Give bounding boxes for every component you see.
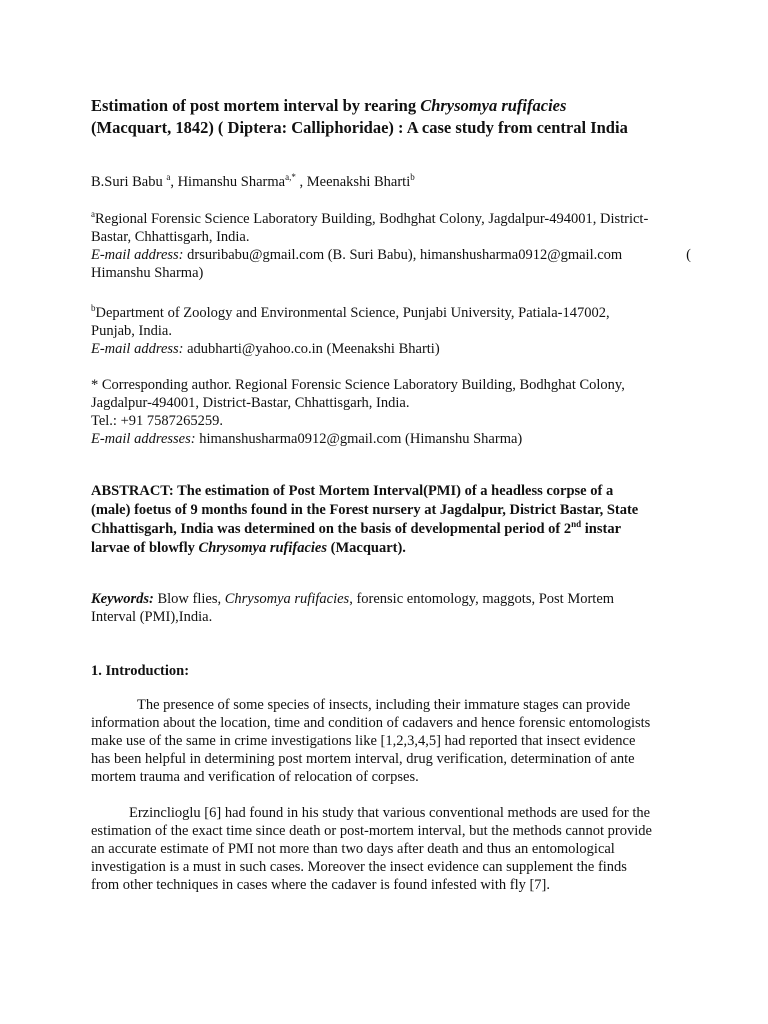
affiliation-b-marker: b (91, 303, 96, 313)
affiliation-a (91, 210, 691, 282)
affiliation-a-line-4: Himanshu Sharma) (91, 265, 204, 281)
affiliation-b-line-1 (91, 304, 691, 322)
affiliation-b-text: Department of Zoology and Environmental Science, Punjabi University, Patiala-147002, (95, 305, 610, 321)
author-2: , Himanshu Sharma (170, 174, 286, 190)
corresponding-author (91, 376, 691, 448)
corresponding-line-2: Jagdalpur-494001, District-Bastar, Chhattisgarh, India. (91, 395, 410, 411)
abstract-text: Chhattisgarh, India was determined on the basis of developmental period of 2 (91, 521, 572, 537)
email-tail: ( (686, 247, 691, 263)
email-text: himanshusharma0912@gmail.com (Himanshu Sharma) (195, 431, 523, 447)
author-3: , Meenakshi Bharti (295, 174, 411, 190)
affiliation-a-email (91, 246, 691, 264)
introduction-paragraph-2 (91, 804, 691, 894)
ordinal-suffix: nd (571, 519, 582, 529)
keywords-label: Keywords: (91, 591, 154, 607)
affiliation-a-marker: a (91, 209, 95, 219)
title-text: Estimation of post mortem interval by rearing (91, 96, 421, 115)
paragraph-line: from other techniques in cases where the cadaver is found infested with fly [7]. (91, 877, 551, 893)
paragraph-line: information about the location, time and condition of cadavers and hence forensic entomologists (91, 715, 651, 731)
title-line-1 (91, 95, 691, 117)
title-line-2: (Macquart, 1842) ( Diptera: Calliphoridae) : A case study from central India (91, 118, 628, 137)
section-heading-introduction: 1. Introduction: (91, 663, 190, 679)
corresponding-line-1: * Corresponding author. Regional Forensic Science Laboratory Building, Bodhghat Colony, (91, 377, 625, 393)
keywords-text: Blow flies, (153, 591, 225, 607)
abstract-text: larvae of blowfly (91, 540, 199, 556)
keywords-species: Chrysomya rufifacies (224, 591, 350, 607)
author-list (91, 173, 691, 191)
paragraph-line: The presence of some species of insects, including their immature stages can provide (137, 697, 631, 713)
affiliation-b-line-2: Punjab, India. (91, 323, 172, 339)
paragraph-line: investigation is a must in such cases. Moreover the insect evidence can supplement the finds (91, 859, 627, 875)
email-text: adubharti@yahoo.co.in (Meenakshi Bharti) (183, 341, 440, 357)
abstract-line-1: ABSTRACT: The estimation of Post Mortem Interval(PMI) of a headless corpse of a (91, 483, 614, 499)
affiliation-b-email (91, 340, 691, 358)
abstract-line-3 (91, 520, 691, 539)
paragraph-line: an accurate estimate of PMI not more than two days after death and thus an entomological (91, 841, 615, 857)
email-text: drsuribabu@gmail.com (B. Suri Babu), himanshusharma0912@gmail.com (183, 247, 623, 263)
introduction-paragraph-1 (91, 696, 691, 786)
abstract-species: Chrysomya rufifacies (198, 540, 328, 556)
paper-title (91, 95, 691, 139)
abstract-line-4 (91, 539, 691, 558)
corresponding-phone: Tel.: +91 7587265259. (91, 413, 224, 429)
paragraph-line: has been helpful in determining post mortem interval, drug verification, determination of ante (91, 751, 635, 767)
affiliation-a-line-1 (91, 210, 691, 228)
abstract-line-2: (male) foetus of 9 months found in the Forest nursery at Jagdalpur, District Bastar, State (91, 502, 639, 518)
author-1-affil: a (166, 172, 171, 182)
email-label: E-mail address: (91, 247, 184, 263)
keywords (91, 590, 691, 626)
keywords-line-1 (91, 590, 691, 608)
email-label: E-mail addresses: (91, 431, 196, 447)
paragraph-line: estimation of the exact time since death or post-mortem interval, but the methods cannot provide (91, 823, 652, 839)
author-1: B.Suri Babu (91, 174, 167, 190)
abstract-text: instar (581, 521, 622, 537)
keywords-text: , forensic entomology, maggots, Post Mortem (349, 591, 615, 607)
affiliation-a-line-2: Bastar, Chhattisgarh, India. (91, 229, 250, 245)
paragraph-line: mortem trauma and verification of relocation of corpses. (91, 769, 419, 785)
corresponding-email (91, 430, 691, 448)
paragraph-line: make use of the same in crime investigations like [1,2,3,4,5] had reported that insect evidence (91, 733, 636, 749)
title-species: Chrysomya rufifacies (420, 96, 567, 115)
abstract-text: (Macquart). (327, 540, 406, 556)
author-2-affil: a,* (285, 172, 296, 182)
author-3-affil: b (410, 172, 415, 182)
paragraph-line: Erzinclioglu [6] had found in his study that various conventional methods are used for the (129, 805, 651, 821)
affiliation-b (91, 304, 691, 358)
email-label: E-mail address: (91, 341, 184, 357)
abstract (91, 482, 691, 558)
affiliation-a-text: Regional Forensic Science Laboratory Building, Bodhghat Colony, Jagdalpur-494001, District- (95, 211, 649, 227)
keywords-line-2: Interval (PMI),India. (91, 609, 213, 625)
